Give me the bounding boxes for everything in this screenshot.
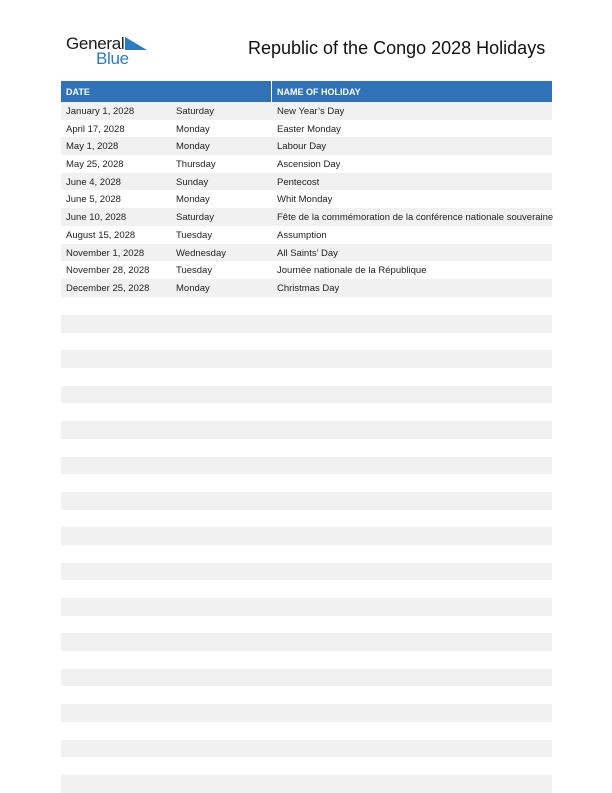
table-row: [61, 190, 552, 208]
empty-row: [61, 350, 552, 368]
table-row: [61, 137, 552, 155]
header-date: DATE: [66, 87, 90, 97]
cell-date: June 10, 2028: [66, 212, 127, 224]
header-name: NAME OF HOLIDAY: [277, 87, 361, 97]
empty-row: [61, 386, 552, 404]
cell-date: June 5, 2028: [66, 194, 121, 206]
table-row: [61, 226, 552, 244]
cell-date: December 25, 2028: [66, 282, 150, 294]
cell-holiday-name: Assumption: [277, 229, 327, 241]
cell-day: Wednesday: [176, 247, 226, 259]
empty-row: [61, 563, 552, 581]
empty-row: [61, 740, 552, 758]
empty-row: [61, 669, 552, 687]
holiday-table: [61, 81, 552, 297]
table-row: [61, 102, 552, 120]
cell-day: Thursday: [176, 159, 216, 171]
empty-row: [61, 704, 552, 722]
empty-row: [61, 457, 552, 475]
table-row: [61, 279, 552, 297]
table-row: [61, 173, 552, 191]
cell-day: Monday: [176, 194, 210, 206]
table-row: [61, 155, 552, 173]
logo-word-blue: Blue: [96, 49, 129, 68]
table-header: [61, 81, 552, 102]
cell-holiday-name: Journée nationale de la République: [277, 265, 427, 277]
empty-row: [61, 492, 552, 510]
cell-date: January 1, 2028: [66, 106, 135, 117]
cell-day: Saturday: [176, 106, 215, 117]
cell-date: June 4, 2028: [66, 176, 121, 188]
cell-holiday-name: Labour Day: [277, 141, 327, 153]
logo-triangle-icon: [125, 37, 151, 51]
cell-date: May 1, 2028: [66, 141, 119, 153]
header-divider: [271, 81, 272, 102]
table-row: [61, 208, 552, 226]
cell-day: Monday: [176, 141, 210, 153]
generalblue-logo: [66, 34, 156, 70]
cell-holiday-name: New Year’s Day: [277, 106, 345, 117]
cell-date: November 1, 2028: [66, 247, 145, 259]
empty-row: [61, 421, 552, 439]
cell-day: Tuesday: [176, 229, 213, 241]
table-row: [61, 244, 552, 262]
table-row: [61, 261, 552, 279]
cell-date: November 28, 2028: [66, 265, 150, 277]
cell-holiday-name: Fête de la commémoration de la conférence nationale souveraine: [277, 212, 554, 224]
cell-day: Sunday: [176, 176, 209, 188]
cell-holiday-name: Ascension Day: [277, 159, 341, 171]
cell-date: April 17, 2028: [66, 123, 125, 135]
cell-holiday-name: Christmas Day: [277, 282, 340, 294]
cell-holiday-name: Pentecost: [277, 176, 320, 188]
table-body: [61, 102, 552, 297]
empty-row: [61, 527, 552, 545]
empty-row: [61, 315, 552, 333]
cell-day: Saturday: [176, 212, 215, 224]
cell-holiday-name: All Saints’ Day: [277, 247, 338, 259]
cell-day: Monday: [176, 282, 210, 294]
empty-rows: [61, 315, 552, 793]
cell-day: Monday: [176, 123, 210, 135]
empty-row: [61, 598, 552, 616]
cell-holiday-name: Whit Monday: [277, 194, 333, 206]
page-title: Republic of the Congo 2028 Holidays: [248, 38, 546, 58]
cell-date: August 15, 2028: [66, 229, 136, 241]
cell-day: Tuesday: [176, 265, 213, 277]
empty-row: [61, 633, 552, 651]
cell-date: May 25, 2028: [66, 159, 124, 171]
empty-row: [61, 775, 552, 793]
cell-holiday-name: Easter Monday: [277, 123, 341, 135]
table-row: [61, 120, 552, 138]
logo-word-general: General: [66, 34, 125, 53]
